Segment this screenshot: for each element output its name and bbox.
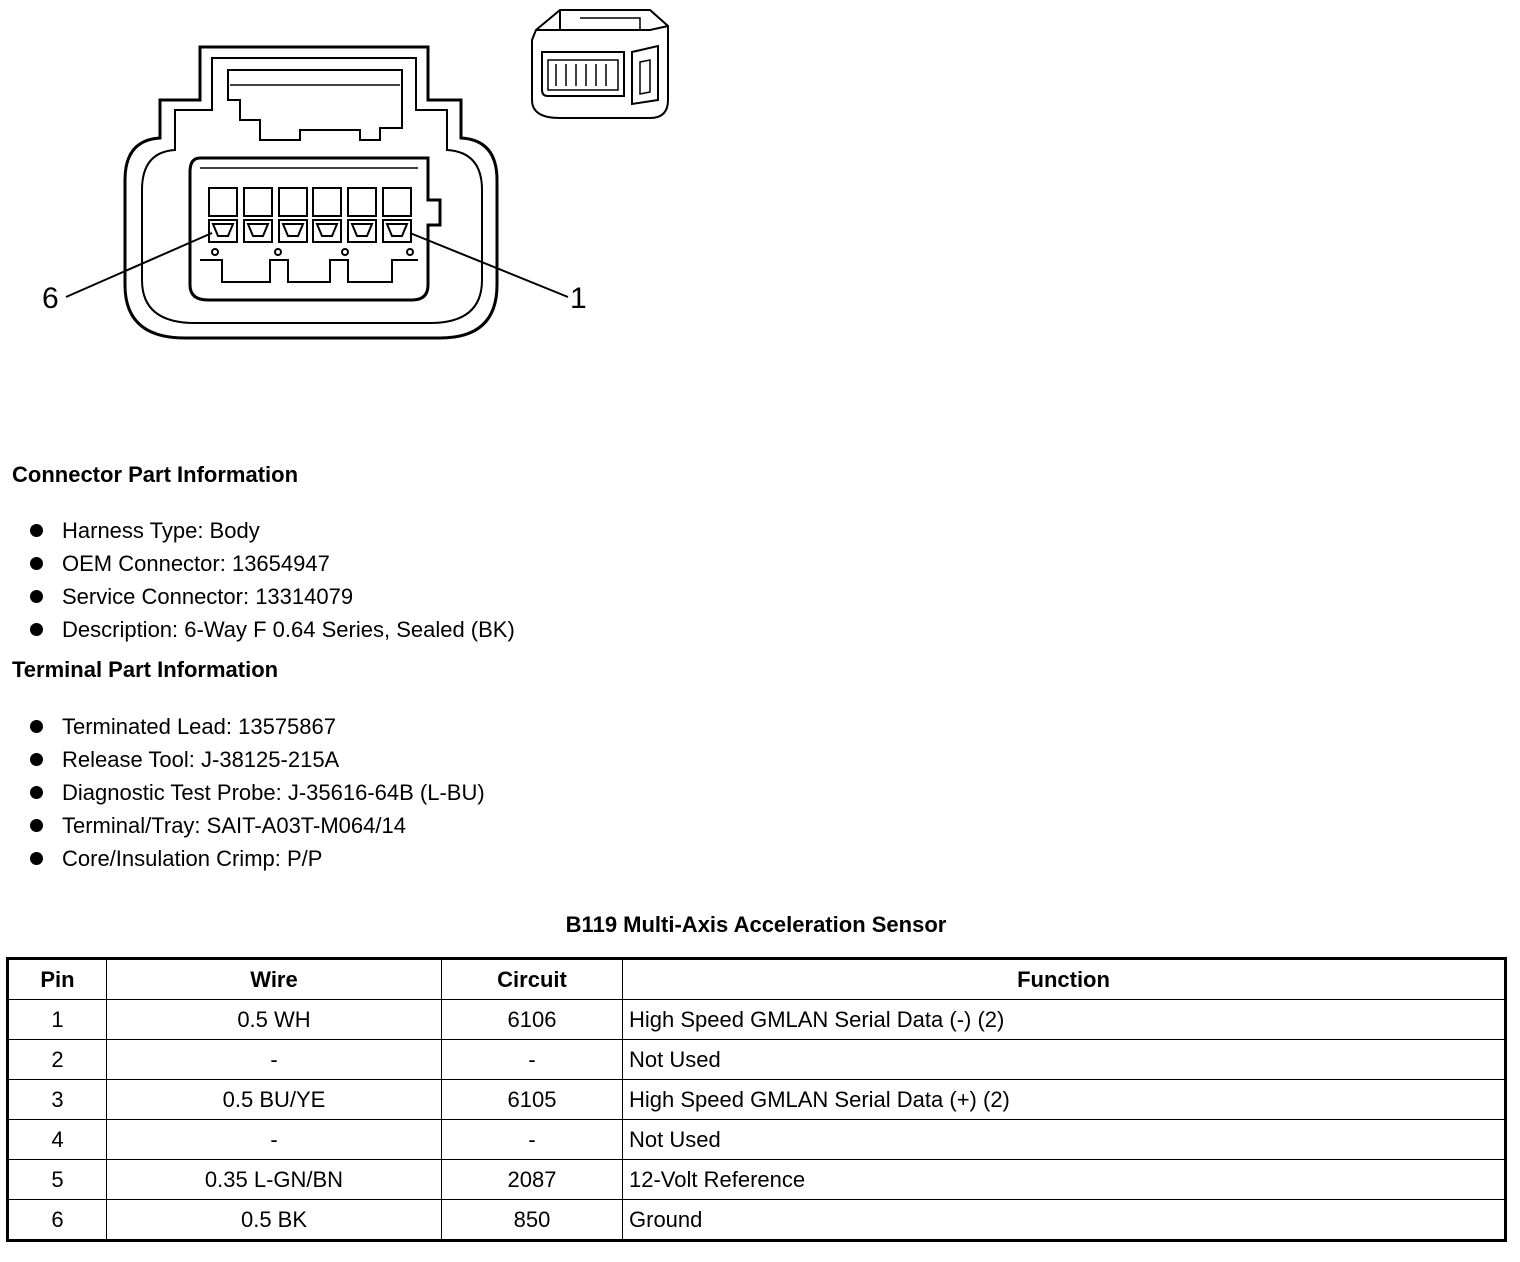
header-pin: Pin	[8, 959, 107, 1000]
list-item: Harness Type: Body	[30, 514, 515, 547]
list-item: Description: 6-Way F 0.64 Series, Sealed (BK)	[30, 613, 515, 646]
table-row	[8, 1120, 1506, 1160]
table-row	[8, 1160, 1506, 1200]
cell-circuit: 6106	[442, 1000, 623, 1040]
list-item: Core/Insulation Crimp: P/P	[30, 842, 485, 875]
cell-wire: 0.5 BK	[107, 1200, 442, 1241]
cell-function: Not Used	[623, 1040, 1506, 1080]
connector-latch	[228, 70, 402, 140]
cell-function: Ground	[623, 1200, 1506, 1241]
header-wire: Wire	[107, 959, 442, 1000]
cell-function: High Speed GMLAN Serial Data (+) (2)	[623, 1080, 1506, 1120]
list-item: OEM Connector: 13654947	[30, 547, 515, 580]
cell-wire: -	[107, 1040, 442, 1080]
cell-wire: 0.5 WH	[107, 1000, 442, 1040]
list-item: Release Tool: J-38125-215A	[30, 743, 485, 776]
cell-pin: 5	[8, 1160, 107, 1200]
cell-circuit: 2087	[442, 1160, 623, 1200]
cell-circuit: 6105	[442, 1080, 623, 1120]
cell-function: Not Used	[623, 1120, 1506, 1160]
pin-label-1: 1	[570, 282, 587, 315]
cell-pin: 1	[8, 1000, 107, 1040]
table-row	[8, 1000, 1506, 1040]
list-item: Terminal/Tray: SAIT-A03T-M064/14	[30, 809, 485, 842]
cell-pin: 3	[8, 1080, 107, 1120]
table-row	[8, 1080, 1506, 1120]
cavity-keys	[200, 260, 418, 282]
terminal-info-list	[30, 710, 485, 875]
pinout-table	[6, 957, 1507, 1242]
header-function: Function	[623, 959, 1506, 1000]
cell-function: 12-Volt Reference	[623, 1160, 1506, 1200]
terminal-info-title: Terminal Part Information	[12, 657, 279, 682]
cell-function: High Speed GMLAN Serial Data (-) (2)	[623, 1000, 1506, 1040]
table-row	[8, 1200, 1506, 1241]
pin-label-6: 6	[42, 282, 59, 315]
header-circuit: Circuit	[442, 959, 623, 1000]
table-title: B119 Multi-Axis Acceleration Sensor	[565, 912, 947, 937]
list-item: Diagnostic Test Probe: J-35616-64B (L-BU)	[30, 776, 485, 809]
connector-info-title: Connector Part Information	[12, 462, 299, 487]
list-item: Service Connector: 13314079	[30, 580, 515, 613]
terminal-cavity	[190, 158, 440, 300]
list-item: Terminated Lead: 13575867	[30, 710, 485, 743]
cell-circuit: -	[442, 1040, 623, 1080]
cell-pin: 2	[8, 1040, 107, 1080]
pin-cells	[209, 188, 413, 255]
connector-outer-housing	[125, 47, 497, 338]
cell-circuit: 850	[442, 1200, 623, 1241]
connector-info-list	[30, 514, 515, 646]
cell-wire: -	[107, 1120, 442, 1160]
cell-circuit: -	[442, 1120, 623, 1160]
cell-pin: 6	[8, 1200, 107, 1241]
leader-line-pin-1	[410, 233, 568, 297]
cell-wire: 0.35 L-GN/BN	[107, 1160, 442, 1200]
table-header-row	[8, 959, 1506, 1000]
cell-pin: 4	[8, 1120, 107, 1160]
cell-wire: 0.5 BU/YE	[107, 1080, 442, 1120]
connector-thumbnail	[532, 10, 668, 118]
table-row	[8, 1040, 1506, 1080]
connector-face-diagram	[0, 0, 720, 360]
